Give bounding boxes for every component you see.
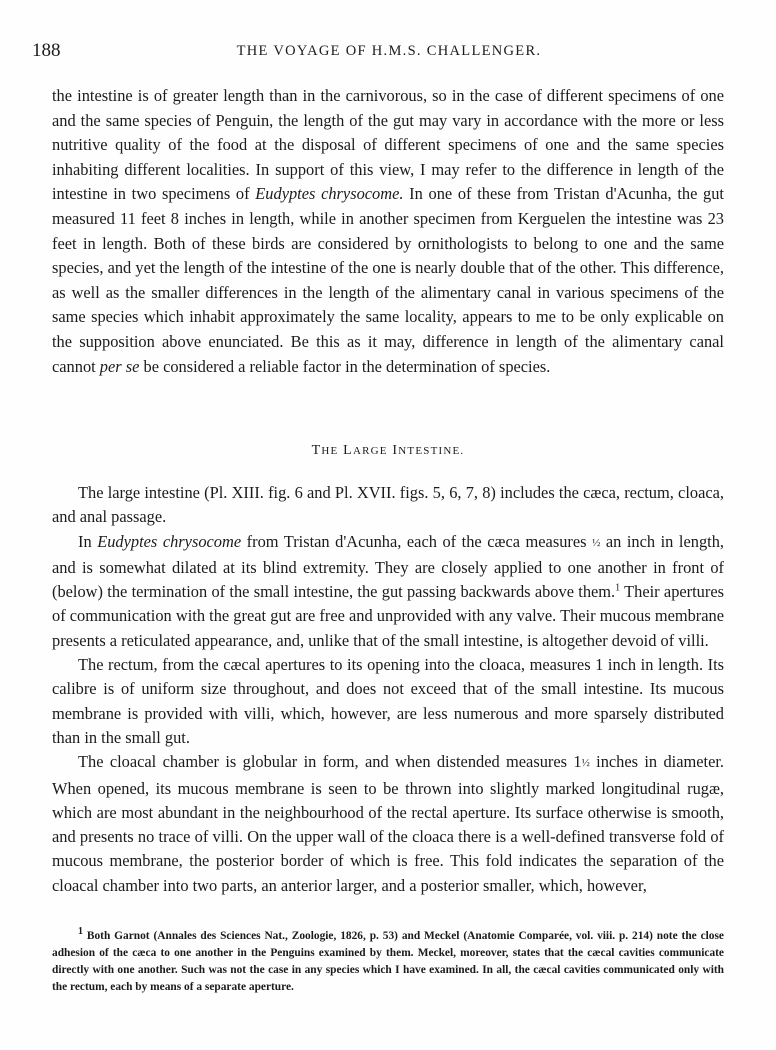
footnote-marker: 1 <box>78 926 83 938</box>
paragraph <box>52 84 724 379</box>
page-header <box>32 40 746 66</box>
text: the intestine is of greater length than in the carnivorous, so in the case of different specimens of one and the same species of Penguin, the length of the gut may vary in accordance with the more or less nutritive quality of the food at the disposal of different specimens of one and the same species inhabiting different localities. In support of this view, I may refer to the difference in length of the intestine in two specimens of <box>52 86 724 204</box>
paragraph: In Eudyptes chrysocome from Tristan d'Acunha, each of the cæca measures ½ an inch in length, and is somewhat dilated at its blind extremity. They are closely applied to one another in front of (below) the termination of the small intestine, the gut passing backwards above them.$^1$ Their apertures of communication with the great gut are free and unprovided with any valve. Their mucous membrane presents a reticulated appearance, and, unlike that of the small intestine, is altogether devoid of villi. <box>52 531 724 650</box>
footnote-text: Both Garnot (Annales des Sciences Nat., Zoologie, 1826, p. 53) and Meckel (Anatomie Comparée, vol. viii. p. 214) note the close adhesion of the cæca to one another in the Penguins examined by them. Meckel, moreover, states that the cæcal cavities communicate directly with one another. Such was not the case in any species which I have examined. In all, the cæcal cavities communicated only with the rectum, each by means of a separate aperture. <box>52 930 724 993</box>
species-name: Eudyptes chrysocome <box>97 531 242 551</box>
paragraph: The large intestine (Pl. XIII. fig. 6 and Pl. XVII. figs. 5, 6, 7, 8) includes the cæca, rectum, cloaca, and anal passage. <box>52 483 724 527</box>
paragraph: The rectum, from the cæcal apertures to its opening into the cloaca, measures 1 inch in length. Its calibre is of uniform size throughout, and does not exceed that of the small intestine. Its mucous membrane is provided with villi, which, however, are less numerous and more sparsely distributed than in the small gut. <box>52 655 724 747</box>
footnote-ref: 1 <box>615 582 621 594</box>
latin-phrase: per se <box>99 356 140 376</box>
fraction: ½ <box>592 536 601 549</box>
paragraph: The cloacal chamber is globular in form, and when distended measures 1½ inches in diameter. When opened, its mucous membrane is seen to be thrown into slightly marked longitudinal rugæ, which are most abundant in the neighbourhood of the rectal aperture. Its surface otherwise is smooth, and presents no trace of villi. On the upper wall of the cloaca there is a well-defined transverse fold of mucous membrane, the posterior border of which is free. This fold indicates the separation of the cloacal chamber into two parts, an anterior larger, and a posterior smaller, which, however, <box>52 752 725 895</box>
section-body <box>52 481 724 898</box>
text: be considered a reliable factor in the determination of species. <box>139 356 551 376</box>
page-number: 188 <box>32 40 61 61</box>
fraction: ½ <box>581 757 590 770</box>
text: In one of these from Tristan d'Acunha, the gut measured 11 feet 8 inches in length, while in another specimen from Kerguelen the intestine was 23 feet in length. Both of these birds are considered by ornithologists to belong to one and the same species, and yet the length of the intestine of the one is nearly double that of the other. This difference, as well as the smaller differences in the length of the alimentary canal in various specimens of the same species which inhabit approximately the same locality, appears to me to be only explicable on the supposition above enunciated. Be this as it may, difference in length of the alimentary canal cannot <box>52 184 724 376</box>
continued-paragraph <box>52 84 724 379</box>
running-title: THE VOYAGE OF H.M.S. CHALLENGER. <box>236 43 542 59</box>
footnote <box>52 928 724 996</box>
species-name: Eudyptes chrysocome. <box>255 184 404 204</box>
section-heading: THE LARGE INTESTINE. <box>311 443 465 458</box>
